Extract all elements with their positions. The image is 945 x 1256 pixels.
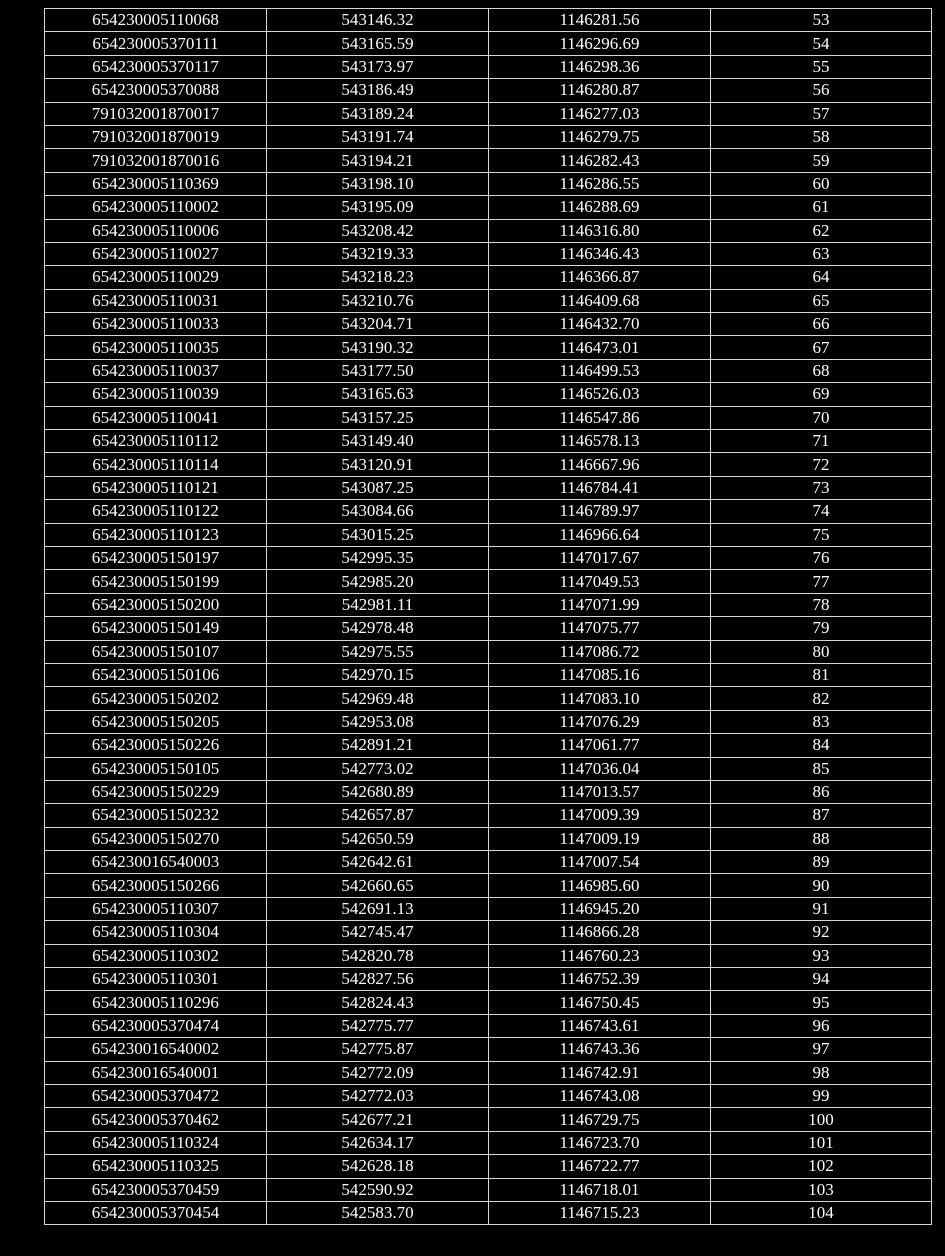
- point-number-cell: 89: [711, 851, 932, 874]
- table-row: [45, 804, 932, 827]
- id-cell: 654230005150205: [45, 710, 267, 733]
- id-cell: 654230005110002: [45, 196, 267, 219]
- point-number-cell: 103: [711, 1178, 932, 1201]
- y-coordinate-cell: 1146722.77: [489, 1155, 711, 1178]
- x-coordinate-cell: 542773.02: [267, 757, 489, 780]
- point-number-cell: 79: [711, 617, 932, 640]
- y-coordinate-cell: 1146281.56: [489, 9, 711, 32]
- x-coordinate-cell: 542691.13: [267, 897, 489, 920]
- id-cell: 654230005110304: [45, 921, 267, 944]
- point-number-cell: 73: [711, 476, 932, 499]
- x-coordinate-cell: 542745.47: [267, 921, 489, 944]
- y-coordinate-cell: 1146296.69: [489, 32, 711, 55]
- y-coordinate-cell: 1146279.75: [489, 125, 711, 148]
- id-cell: 654230005150232: [45, 804, 267, 827]
- table-row: [45, 9, 932, 32]
- x-coordinate-cell: 542657.87: [267, 804, 489, 827]
- id-cell: 654230005110121: [45, 476, 267, 499]
- x-coordinate-cell: 543218.23: [267, 266, 489, 289]
- y-coordinate-cell: 1146789.97: [489, 500, 711, 523]
- y-coordinate-cell: 1146784.41: [489, 476, 711, 499]
- table-row: [45, 757, 932, 780]
- x-coordinate-cell: 542975.55: [267, 640, 489, 663]
- point-number-cell: 96: [711, 1014, 932, 1037]
- point-number-cell: 55: [711, 55, 932, 78]
- id-cell: 654230005150202: [45, 687, 267, 710]
- y-coordinate-cell: 1147086.72: [489, 640, 711, 663]
- x-coordinate-cell: 543194.21: [267, 149, 489, 172]
- y-coordinate-cell: 1147007.54: [489, 851, 711, 874]
- id-cell: 654230005150107: [45, 640, 267, 663]
- id-cell: 654230005110031: [45, 289, 267, 312]
- id-cell: 654230005110324: [45, 1131, 267, 1154]
- point-number-cell: 66: [711, 313, 932, 336]
- point-number-cell: 95: [711, 991, 932, 1014]
- table-row: [45, 617, 932, 640]
- id-cell: 654230005150229: [45, 780, 267, 803]
- table-row: [45, 1131, 932, 1154]
- table-row: [45, 663, 932, 686]
- x-coordinate-cell: 543146.32: [267, 9, 489, 32]
- id-cell: 654230005370472: [45, 1084, 267, 1107]
- x-coordinate-cell: 542981.11: [267, 593, 489, 616]
- x-coordinate-cell: 543191.74: [267, 125, 489, 148]
- table-row: [45, 523, 932, 546]
- point-number-cell: 64: [711, 266, 932, 289]
- id-cell: 654230005110006: [45, 219, 267, 242]
- y-coordinate-cell: 1146718.01: [489, 1178, 711, 1201]
- x-coordinate-cell: 542970.15: [267, 663, 489, 686]
- point-number-cell: 53: [711, 9, 932, 32]
- table-row: [45, 219, 932, 242]
- table-row: [45, 944, 932, 967]
- y-coordinate-cell: 1146282.43: [489, 149, 711, 172]
- point-number-cell: 59: [711, 149, 932, 172]
- y-coordinate-cell: 1147076.29: [489, 710, 711, 733]
- point-number-cell: 86: [711, 780, 932, 803]
- x-coordinate-cell: 542985.20: [267, 570, 489, 593]
- id-cell: 654230016540002: [45, 1038, 267, 1061]
- y-coordinate-cell: 1146752.39: [489, 968, 711, 991]
- table-row: [45, 1155, 932, 1178]
- x-coordinate-cell: 543120.91: [267, 453, 489, 476]
- point-number-cell: 91: [711, 897, 932, 920]
- point-number-cell: 102: [711, 1155, 932, 1178]
- point-number-cell: 82: [711, 687, 932, 710]
- x-coordinate-cell: 543186.49: [267, 79, 489, 102]
- point-number-cell: 69: [711, 383, 932, 406]
- x-coordinate-cell: 542590.92: [267, 1178, 489, 1201]
- x-coordinate-cell: 542772.09: [267, 1061, 489, 1084]
- y-coordinate-cell: 1146499.53: [489, 359, 711, 382]
- point-number-cell: 63: [711, 242, 932, 265]
- x-coordinate-cell: 542953.08: [267, 710, 489, 733]
- y-coordinate-cell: 1146866.28: [489, 921, 711, 944]
- y-coordinate-cell: 1147013.57: [489, 780, 711, 803]
- x-coordinate-cell: 543189.24: [267, 102, 489, 125]
- y-coordinate-cell: 1146966.64: [489, 523, 711, 546]
- table-row: [45, 874, 932, 897]
- id-cell: 654230005150197: [45, 546, 267, 569]
- y-coordinate-cell: 1147009.19: [489, 827, 711, 850]
- x-coordinate-cell: 543084.66: [267, 500, 489, 523]
- table-row: [45, 500, 932, 523]
- x-coordinate-cell: 543204.71: [267, 313, 489, 336]
- point-number-cell: 68: [711, 359, 932, 382]
- id-cell: 654230005110296: [45, 991, 267, 1014]
- id-cell: 654230005110027: [45, 242, 267, 265]
- id-cell: 654230005110307: [45, 897, 267, 920]
- x-coordinate-cell: 542680.89: [267, 780, 489, 803]
- table-row: [45, 851, 932, 874]
- table-row: [45, 897, 932, 920]
- table-row: [45, 172, 932, 195]
- table-row: [45, 289, 932, 312]
- y-coordinate-cell: 1146743.08: [489, 1084, 711, 1107]
- id-cell: 654230005370462: [45, 1108, 267, 1131]
- point-number-cell: 62: [711, 219, 932, 242]
- y-coordinate-cell: 1147085.16: [489, 663, 711, 686]
- x-coordinate-cell: 543165.59: [267, 32, 489, 55]
- point-number-cell: 93: [711, 944, 932, 967]
- y-coordinate-cell: 1146298.36: [489, 55, 711, 78]
- x-coordinate-cell: 543177.50: [267, 359, 489, 382]
- y-coordinate-cell: 1147036.04: [489, 757, 711, 780]
- id-cell: 654230016540003: [45, 851, 267, 874]
- id-cell: 654230005110123: [45, 523, 267, 546]
- id-cell: 654230005150200: [45, 593, 267, 616]
- point-number-cell: 94: [711, 968, 932, 991]
- x-coordinate-cell: 543165.63: [267, 383, 489, 406]
- y-coordinate-cell: 1146473.01: [489, 336, 711, 359]
- x-coordinate-cell: 543198.10: [267, 172, 489, 195]
- point-number-cell: 74: [711, 500, 932, 523]
- table-row: [45, 336, 932, 359]
- point-number-cell: 56: [711, 79, 932, 102]
- id-cell: 654230005150266: [45, 874, 267, 897]
- y-coordinate-cell: 1146316.80: [489, 219, 711, 242]
- table-row: [45, 453, 932, 476]
- point-number-cell: 90: [711, 874, 932, 897]
- point-number-cell: 88: [711, 827, 932, 850]
- point-number-cell: 101: [711, 1131, 932, 1154]
- point-number-cell: 70: [711, 406, 932, 429]
- id-cell: 654230005150199: [45, 570, 267, 593]
- x-coordinate-cell: 542660.65: [267, 874, 489, 897]
- point-number-cell: 72: [711, 453, 932, 476]
- x-coordinate-cell: 543195.09: [267, 196, 489, 219]
- table-row: [45, 242, 932, 265]
- point-number-cell: 65: [711, 289, 932, 312]
- id-cell: 654230005110039: [45, 383, 267, 406]
- id-cell: 791032001870017: [45, 102, 267, 125]
- point-number-cell: 83: [711, 710, 932, 733]
- x-coordinate-cell: 542634.17: [267, 1131, 489, 1154]
- table-row: [45, 1084, 932, 1107]
- id-cell: 654230005110037: [45, 359, 267, 382]
- y-coordinate-cell: 1146985.60: [489, 874, 711, 897]
- id-cell: 654230005110122: [45, 500, 267, 523]
- table-row: [45, 780, 932, 803]
- x-coordinate-cell: 543173.97: [267, 55, 489, 78]
- id-cell: 654230005110302: [45, 944, 267, 967]
- table-row: [45, 593, 932, 616]
- y-coordinate-cell: 1146526.03: [489, 383, 711, 406]
- id-cell: 654230005110325: [45, 1155, 267, 1178]
- x-coordinate-cell: 542824.43: [267, 991, 489, 1014]
- table-row: [45, 640, 932, 663]
- table-row: [45, 102, 932, 125]
- table-row: [45, 710, 932, 733]
- point-number-cell: 67: [711, 336, 932, 359]
- x-coordinate-cell: 542772.03: [267, 1084, 489, 1107]
- y-coordinate-cell: 1146742.91: [489, 1061, 711, 1084]
- y-coordinate-cell: 1146715.23: [489, 1201, 711, 1224]
- x-coordinate-cell: 542820.78: [267, 944, 489, 967]
- point-number-cell: 85: [711, 757, 932, 780]
- id-cell: 654230005150106: [45, 663, 267, 686]
- table-row: [45, 266, 932, 289]
- table-row: [45, 476, 932, 499]
- point-number-cell: 92: [711, 921, 932, 944]
- id-cell: 654230005110033: [45, 313, 267, 336]
- point-number-cell: 57: [711, 102, 932, 125]
- table-row: [45, 1038, 932, 1061]
- coordinate-table: [44, 8, 932, 1225]
- x-coordinate-cell: 542650.59: [267, 827, 489, 850]
- id-cell: 654230005110112: [45, 430, 267, 453]
- table-row: [45, 991, 932, 1014]
- y-coordinate-cell: 1147049.53: [489, 570, 711, 593]
- x-coordinate-cell: 543208.42: [267, 219, 489, 242]
- point-number-cell: 84: [711, 734, 932, 757]
- table-row: [45, 1108, 932, 1131]
- x-coordinate-cell: 543157.25: [267, 406, 489, 429]
- id-cell: 654230005150270: [45, 827, 267, 850]
- y-coordinate-cell: 1146743.61: [489, 1014, 711, 1037]
- table-row: [45, 687, 932, 710]
- y-coordinate-cell: 1146346.43: [489, 242, 711, 265]
- y-coordinate-cell: 1146743.36: [489, 1038, 711, 1061]
- point-number-cell: 76: [711, 546, 932, 569]
- table-row: [45, 32, 932, 55]
- point-number-cell: 71: [711, 430, 932, 453]
- point-number-cell: 100: [711, 1108, 932, 1131]
- x-coordinate-cell: 543149.40: [267, 430, 489, 453]
- table-row: [45, 313, 932, 336]
- y-coordinate-cell: 1146750.45: [489, 991, 711, 1014]
- table-row: [45, 968, 932, 991]
- id-cell: 654230005370454: [45, 1201, 267, 1224]
- point-number-cell: 104: [711, 1201, 932, 1224]
- table-row: [45, 55, 932, 78]
- x-coordinate-cell: 542677.21: [267, 1108, 489, 1131]
- id-cell: 654230016540001: [45, 1061, 267, 1084]
- table-row: [45, 149, 932, 172]
- id-cell: 654230005110301: [45, 968, 267, 991]
- point-number-cell: 61: [711, 196, 932, 219]
- y-coordinate-cell: 1147075.77: [489, 617, 711, 640]
- id-cell: 654230005110369: [45, 172, 267, 195]
- point-number-cell: 58: [711, 125, 932, 148]
- point-number-cell: 99: [711, 1084, 932, 1107]
- y-coordinate-cell: 1146547.86: [489, 406, 711, 429]
- y-coordinate-cell: 1147083.10: [489, 687, 711, 710]
- x-coordinate-cell: 543190.32: [267, 336, 489, 359]
- table-row: [45, 1178, 932, 1201]
- id-cell: 654230005150226: [45, 734, 267, 757]
- x-coordinate-cell: 543210.76: [267, 289, 489, 312]
- y-coordinate-cell: 1147009.39: [489, 804, 711, 827]
- table-row: [45, 196, 932, 219]
- id-cell: 791032001870016: [45, 149, 267, 172]
- y-coordinate-cell: 1147017.67: [489, 546, 711, 569]
- y-coordinate-cell: 1146667.96: [489, 453, 711, 476]
- y-coordinate-cell: 1146409.68: [489, 289, 711, 312]
- id-cell: 654230005370459: [45, 1178, 267, 1201]
- id-cell: 791032001870019: [45, 125, 267, 148]
- x-coordinate-cell: 542628.18: [267, 1155, 489, 1178]
- y-coordinate-cell: 1146729.75: [489, 1108, 711, 1131]
- point-number-cell: 54: [711, 32, 932, 55]
- y-coordinate-cell: 1146288.69: [489, 196, 711, 219]
- x-coordinate-cell: 542969.48: [267, 687, 489, 710]
- y-coordinate-cell: 1146723.70: [489, 1131, 711, 1154]
- table-row: [45, 383, 932, 406]
- x-coordinate-cell: 542827.56: [267, 968, 489, 991]
- id-cell: 654230005110035: [45, 336, 267, 359]
- y-coordinate-cell: 1146760.23: [489, 944, 711, 967]
- id-cell: 654230005150149: [45, 617, 267, 640]
- y-coordinate-cell: 1146578.13: [489, 430, 711, 453]
- y-coordinate-cell: 1146366.87: [489, 266, 711, 289]
- table-row: [45, 359, 932, 382]
- y-coordinate-cell: 1146945.20: [489, 897, 711, 920]
- table-body: [45, 9, 932, 1225]
- id-cell: 654230005370474: [45, 1014, 267, 1037]
- id-cell: 654230005110068: [45, 9, 267, 32]
- point-number-cell: 97: [711, 1038, 932, 1061]
- table-row: [45, 125, 932, 148]
- id-cell: 654230005370117: [45, 55, 267, 78]
- y-coordinate-cell: 1146286.55: [489, 172, 711, 195]
- y-coordinate-cell: 1146277.03: [489, 102, 711, 125]
- table-row: [45, 79, 932, 102]
- x-coordinate-cell: 542775.77: [267, 1014, 489, 1037]
- point-number-cell: 98: [711, 1061, 932, 1084]
- id-cell: 654230005370088: [45, 79, 267, 102]
- table-row: [45, 430, 932, 453]
- x-coordinate-cell: 543015.25: [267, 523, 489, 546]
- table-row: [45, 921, 932, 944]
- id-cell: 654230005370111: [45, 32, 267, 55]
- table-row: [45, 1014, 932, 1037]
- id-cell: 654230005150105: [45, 757, 267, 780]
- table-row: [45, 827, 932, 850]
- y-coordinate-cell: 1146432.70: [489, 313, 711, 336]
- table-row: [45, 1201, 932, 1224]
- x-coordinate-cell: 543087.25: [267, 476, 489, 499]
- point-number-cell: 80: [711, 640, 932, 663]
- point-number-cell: 87: [711, 804, 932, 827]
- x-coordinate-cell: 542583.70: [267, 1201, 489, 1224]
- y-coordinate-cell: 1146280.87: [489, 79, 711, 102]
- x-coordinate-cell: 543219.33: [267, 242, 489, 265]
- point-number-cell: 77: [711, 570, 932, 593]
- x-coordinate-cell: 542642.61: [267, 851, 489, 874]
- id-cell: 654230005110029: [45, 266, 267, 289]
- point-number-cell: 78: [711, 593, 932, 616]
- table-row: [45, 1061, 932, 1084]
- x-coordinate-cell: 542978.48: [267, 617, 489, 640]
- table-row: [45, 546, 932, 569]
- point-number-cell: 60: [711, 172, 932, 195]
- y-coordinate-cell: 1147071.99: [489, 593, 711, 616]
- table-row: [45, 406, 932, 429]
- x-coordinate-cell: 542995.35: [267, 546, 489, 569]
- point-number-cell: 75: [711, 523, 932, 546]
- point-number-cell: 81: [711, 663, 932, 686]
- table-row: [45, 570, 932, 593]
- x-coordinate-cell: 542891.21: [267, 734, 489, 757]
- x-coordinate-cell: 542775.87: [267, 1038, 489, 1061]
- id-cell: 654230005110041: [45, 406, 267, 429]
- id-cell: 654230005110114: [45, 453, 267, 476]
- y-coordinate-cell: 1147061.77: [489, 734, 711, 757]
- table-row: [45, 734, 932, 757]
